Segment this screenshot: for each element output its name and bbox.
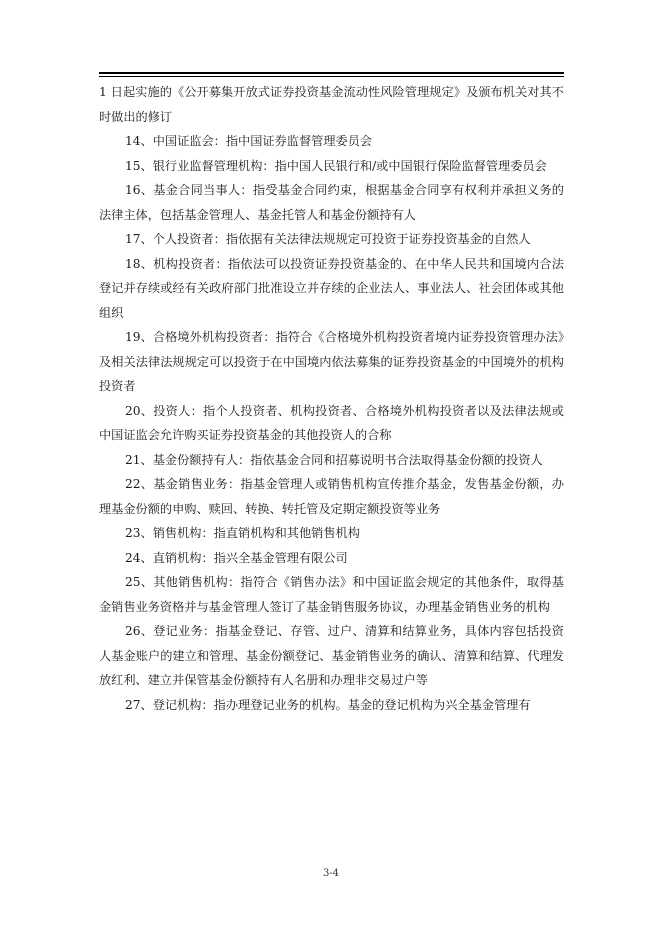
definition-25: 25、其他销售机构：指符合《销售办法》和中国证监会规定的其他条件，取得基金销售业务资格并与基金管理人签订了基金销售服务协议，办理基金销售业务的机构 [99, 575, 564, 614]
definition-15: 15、银行业监督管理机构：指中国人民银行和/或中国银行保险监督管理委员会 [125, 158, 547, 173]
header-rule-thick [99, 72, 564, 74]
definition-14: 14、中国证监会：指中国证券监督管理委员会 [125, 134, 373, 148]
definition-22: 22、基金销售业务：指基金管理人或销售机构宣传推介基金，发售基金份额，办理基金份额的申购、赎回、转换、转托管及定期定额投资等业务 [99, 477, 564, 516]
paragraph-continuation: 1 日起实施的《公开募集开放式证券投资基金流动性风险管理规定》及颁布机关对其不时做出的修订 [99, 85, 564, 124]
definition-18: 18、机构投资者：指依法可以投资证券投资基金的、在中华人民共和国境内合法登记并存续或经有关政府部门批准设立并存续的企业法人、事业法人、社会团体或其他组织 [99, 256, 564, 320]
definition-19: 19、合格境外机构投资者：指符合《合格境外机构投资者境内证券投资管理办法》及相关法律法规规定可以投资于在中国境内依法募集的证券投资基金的中国境外的机构投资者 [99, 330, 564, 393]
definition-21: 21、基金份额持有人：指依基金合同和招募说明书合法取得基金份额的投资人 [125, 452, 543, 467]
definition-24: 24、直销机构：指兴全基金管理有限公司 [125, 550, 348, 565]
definition-27: 27、登记机构：指办理登记业务的机构。基金的登记机构为兴全基金管理有 [125, 697, 531, 712]
definition-20: 20、投资人：指个人投资者、机构投资者、合格境外机构投资者以及法律法规或中国证监会允许购买证券投资基金的其他投资人的合称 [99, 403, 564, 442]
header-rule-thin [99, 76, 564, 77]
definition-26: 26、登记业务：指基金登记、存管、过户、清算和结算业务，具体内容包括投资人基金账户的建立和管理、基金份额登记、基金销售业务的确认、清算和结算、代理发放红利、建立并保管基金份额持有人名册和办理非交易过户等 [99, 624, 564, 687]
page-number: 3-4 [322, 868, 340, 879]
definition-23: 23、销售机构：指直销机构和其他销售机构 [125, 526, 360, 540]
definition-16: 16、基金合同当事人：指受基金合同约束，根据基金合同享有权利并承担义务的法律主体，包括基金管理人、基金托管人和基金份额持有人 [99, 183, 564, 222]
definition-17: 17、个人投资者：指依据有关法律法规规定可投资于证券投资基金的自然人 [125, 232, 531, 246]
document-body [99, 80, 564, 717]
